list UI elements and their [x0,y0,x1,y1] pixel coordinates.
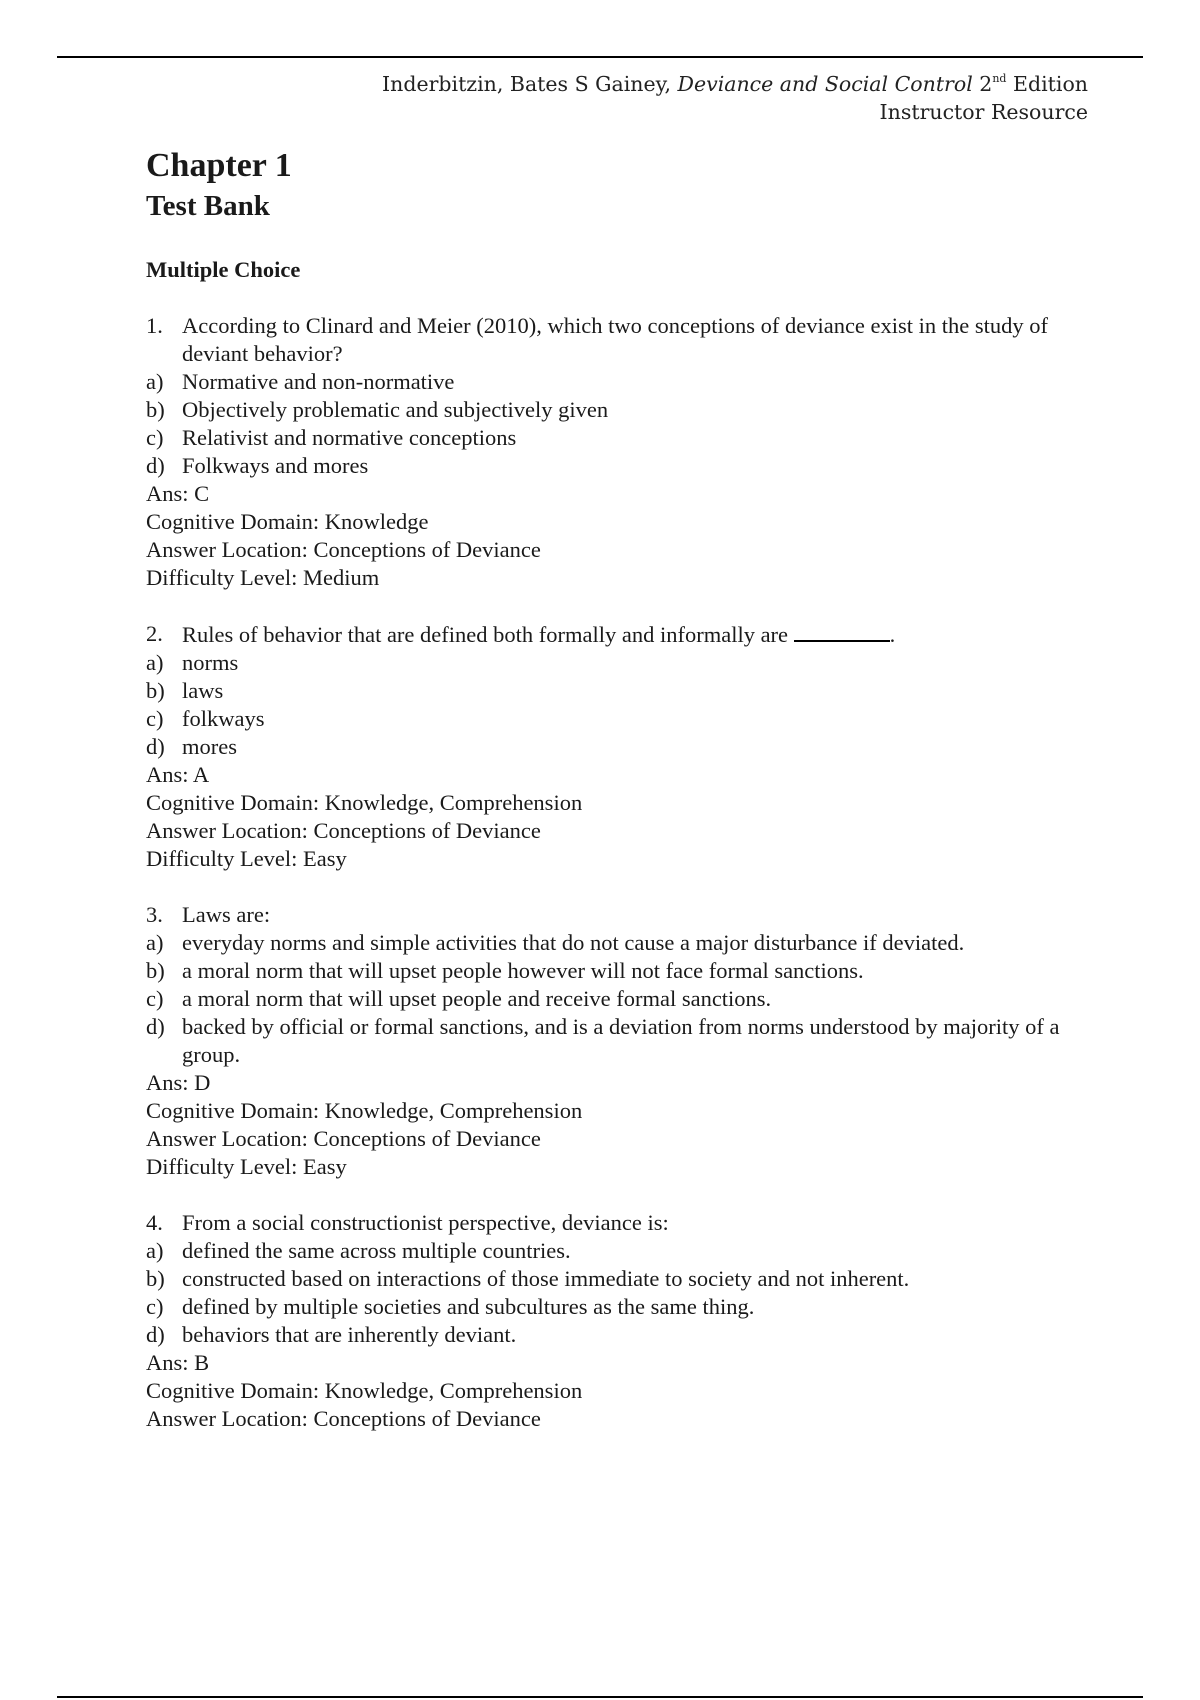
option-text: Relativist and normative conceptions [182,425,517,450]
option-text: a moral norm that will upset people however will not face formal sanctions. [182,958,864,983]
question-text-before: Rules of behavior that are defined both formally and informally are [182,622,789,647]
question-text: According to Clinard and Meier (2010), which two conceptions of deviance exist in the study of deviant behavior? [182,313,1049,366]
question-number: 1. [146,313,163,338]
answer: Ans: A [146,762,210,787]
option-text: behaviors that are inherently deviant. [182,1322,517,1347]
footer-rule [57,1696,1143,1698]
cognitive-domain: Cognitive Domain: Knowledge, Comprehension [146,1098,583,1123]
header-authors: Inderbitzin, Bates S Gainey, [382,72,672,96]
option-text: norms [182,650,239,675]
option-text: constructed based on interactions of those immediate to society and not inherent. [182,1266,910,1291]
header-edition-word: Edition [1013,72,1088,96]
option-text: mores [182,734,237,759]
question-2 [146,620,1066,873]
header-line-1 [382,70,1088,98]
question-number: 4. [146,1210,163,1235]
difficulty-level: Difficulty Level: Easy [146,1154,347,1179]
option-text: everyday norms and simple activities that do not cause a major disturbance if deviated. [182,930,965,955]
option-letter: a) [146,930,164,955]
option [146,677,1066,705]
option-letter: b) [146,1266,165,1291]
option [146,985,1066,1013]
cognitive-domain: Cognitive Domain: Knowledge [146,509,429,534]
running-header [382,70,1088,126]
question-text-after: . [889,622,896,647]
header-rule [57,56,1143,58]
option-letter: c) [146,425,164,450]
option-text: Objectively problematic and subjectively given [182,397,609,422]
option-letter: b) [146,678,165,703]
option-text: laws [182,678,224,703]
chapter-title: Chapter 1 [146,147,292,184]
option-text: Normative and non-normative [182,369,455,394]
difficulty-level: Difficulty Level: Easy [146,846,347,871]
option [146,424,1066,452]
chapter-subtitle: Test Bank [146,190,270,222]
option [146,705,1066,733]
option [146,1293,1066,1321]
option-letter: c) [146,1294,164,1319]
option [146,368,1066,396]
answer-location: Answer Location: Conceptions of Deviance [146,1126,541,1151]
option-letter: c) [146,986,164,1011]
header-edition-num: 2 [979,72,993,96]
answer: Ans: B [146,1350,210,1375]
header-book-title: Deviance and Social Control [677,72,973,96]
option-letter: a) [146,369,164,394]
cognitive-domain: Cognitive Domain: Knowledge, Comprehension [146,790,583,815]
option-letter: c) [146,706,164,731]
answer: Ans: C [146,481,210,506]
question-number: 3. [146,902,163,927]
option-letter: d) [146,453,165,478]
option [146,1265,1066,1293]
option-text: defined by multiple societies and subcultures as the same thing. [182,1294,755,1319]
question-3 [146,901,1066,1181]
question-4 [146,1209,1066,1433]
option-letter: d) [146,1014,165,1039]
option [146,1237,1066,1265]
option-letter: b) [146,397,165,422]
option [146,649,1066,677]
option [146,452,1066,480]
question-number: 2. [146,621,163,646]
option-text: Folkways and mores [182,453,369,478]
header-line-2: Instructor Resource [879,100,1088,124]
option-text: folkways [182,706,265,731]
answer-location: Answer Location: Conceptions of Deviance [146,1406,541,1431]
option [146,1321,1066,1349]
section-heading: Multiple Choice [146,257,301,282]
option [146,733,1066,761]
question-1 [146,312,1066,592]
answer-location: Answer Location: Conceptions of Deviance [146,537,541,562]
header-edition-sup: nd [992,72,1007,85]
answer: Ans: D [146,1070,211,1095]
page-content [146,144,1066,1433]
option [146,1013,1066,1069]
fill-in-blank [794,620,890,642]
option [146,957,1066,985]
difficulty-level: Difficulty Level: Medium [146,565,380,590]
question-text: Laws are: [182,902,271,927]
question-text [182,620,1066,649]
option-letter: a) [146,650,164,675]
question-text: From a social constructionist perspective, deviance is: [182,1210,669,1235]
option-text: defined the same across multiple countries. [182,1238,571,1263]
cognitive-domain: Cognitive Domain: Knowledge, Comprehension [146,1378,583,1403]
option-letter: a) [146,1238,164,1263]
option [146,396,1066,424]
option-letter: b) [146,958,165,983]
option-letter: d) [146,1322,165,1347]
option-text: backed by official or formal sanctions, and is a deviation from norms understood by majority of a group. [182,1014,1060,1067]
answer-location: Answer Location: Conceptions of Deviance [146,818,541,843]
option-text: a moral norm that will upset people and receive formal sanctions. [182,986,772,1011]
option-letter: d) [146,734,165,759]
option [146,929,1066,957]
